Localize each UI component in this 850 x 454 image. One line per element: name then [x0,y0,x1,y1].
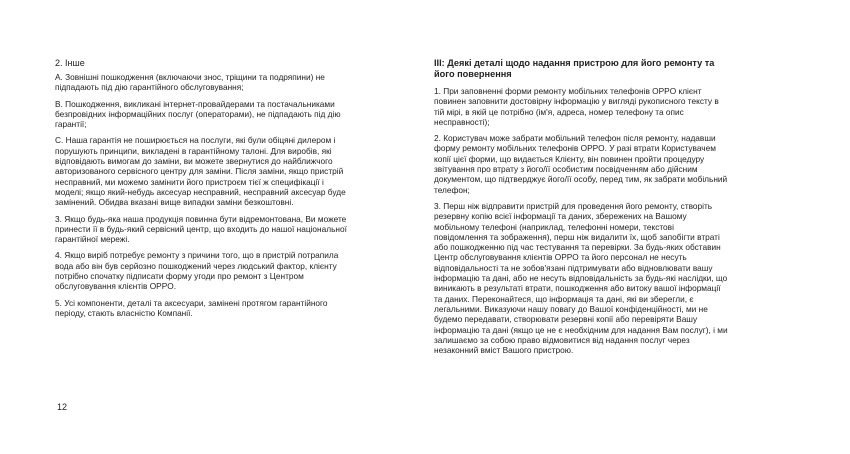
paragraph-3-backup: 3. Перш ніж відправити пристрій для проведення його ремонту, створіть резервну копію всієї інформації та даних, збережених на Вашому мобільному телефоні (наприклад, телефонні номери, текстові повідомлення та зображення), перш ніж видалити їх, щоб запобігти втраті або пошкодженню під час тестування та перевірки. За будь-яких обставин Центр обслуговування клієнтів OPPO та його персонал не несуть відповідальності та не зобов'язані підтримувати або відновлювати вашу інформацію та дані, або не несуть відповідальність за будь-які наслідки, що виникають в результаті втрати, пошкодження або витоку вашої інформації та даних. Переконайтеся, що інформація та дані, які ви зберегли, є легальними. Виказуючи нашу повагу до Вашої конфіденційності, ми не будемо передавати, створювати резервні копії або перевіряти Вашу інформацію та дані (якщо це не є необхідним для надання Вам послуг), і ми залишаємо за собою право відмовитися від надання послуг через незаконний вміст Вашого пристрою. [434,200,728,356]
section-title-repair-details: III: Деякі деталі щодо надання пристрою для його ремонту та його повернення [434,58,715,79]
paragraph-1-repair-form: 1. При заповненні форми ремонту мобільних телефонів OPPO клієнт повинен заповнити достовірну інформацію у вигляді рукописного тексту в тій мірі, в якій це потрібно (ім'я, адреса, номер телефону та опис несправності); [434,86,719,127]
paragraph-c-dealer-promises: С. Наша гарантія не поширюється на послуги, які були обіцяні дилером і порушують принципи, викладені в гарантійному талоні. Для виробів, які відповідають вимогам до заміни, ви можете звернутися до найближчого авторизованого сервісного центру для заміни. Після заміни, якщо пристрій несправний, ми можемо замінити його пристроєм тієї ж специфікації і моделі; якщо який-небудь аксесуар несправний, несправний аксесуар буде замінений. Обидва вказані вище випадки заміни безкоштовні. [55,135,346,208]
paragraph-5-replaced-parts: 5. Усі компоненти, деталі та аксесуари, замінені протягом гарантійного періоду, стають власністю Компанії. [55,297,328,318]
section-label-other: 2. Інше [55,58,85,68]
paragraph-2-pickup: 2. Користувач може забрати мобільний телефон після ремонту, надавши форму ремонту мобільних телефонів OPPO. У разі втрати Користувачем копії цієї форми, що видається Клієнту, він повинен пройти процедуру звітування про втрату з його/її особистим посвідченням або дійсним документом, що підтверджує його/її особу, перед тим, як забрати мобільний телефон; [434,133,728,195]
left-column-body [55,72,410,324]
paragraph-3-service-network: 3. Якщо будь-яка наша продукція повинна бути відремонтована, Ви можете принести її в будь-який сервісний центр, що входить до нашої національної гарантійної мережі. [55,213,347,245]
paragraph-4-repair-agreement: 4. Якщо виріб потребує ремонту з причини того, що в пристрій потрапила вода або він був серйозно пошкоджений через людський фактор, клієнту потрібно спочатку підписати форму угоди про ремонт з Центром обслуговування клієнтів OPPO. [55,250,339,292]
right-column-body [434,86,794,361]
paragraph-b-provider-damage: В. Пошкодження, викликані інтернет-провайдерами та постачальниками безпровідних інформаційних послуг (операторами), не підпадають під дію гарантії; [55,98,341,130]
paragraph-a-external-damage: А. Зовнішні пошкодження (включаючи знос, тріщини та подряпини) не підпадають під дію гарантійного обслуговування; [55,72,325,93]
page-number: 12 [57,402,68,412]
